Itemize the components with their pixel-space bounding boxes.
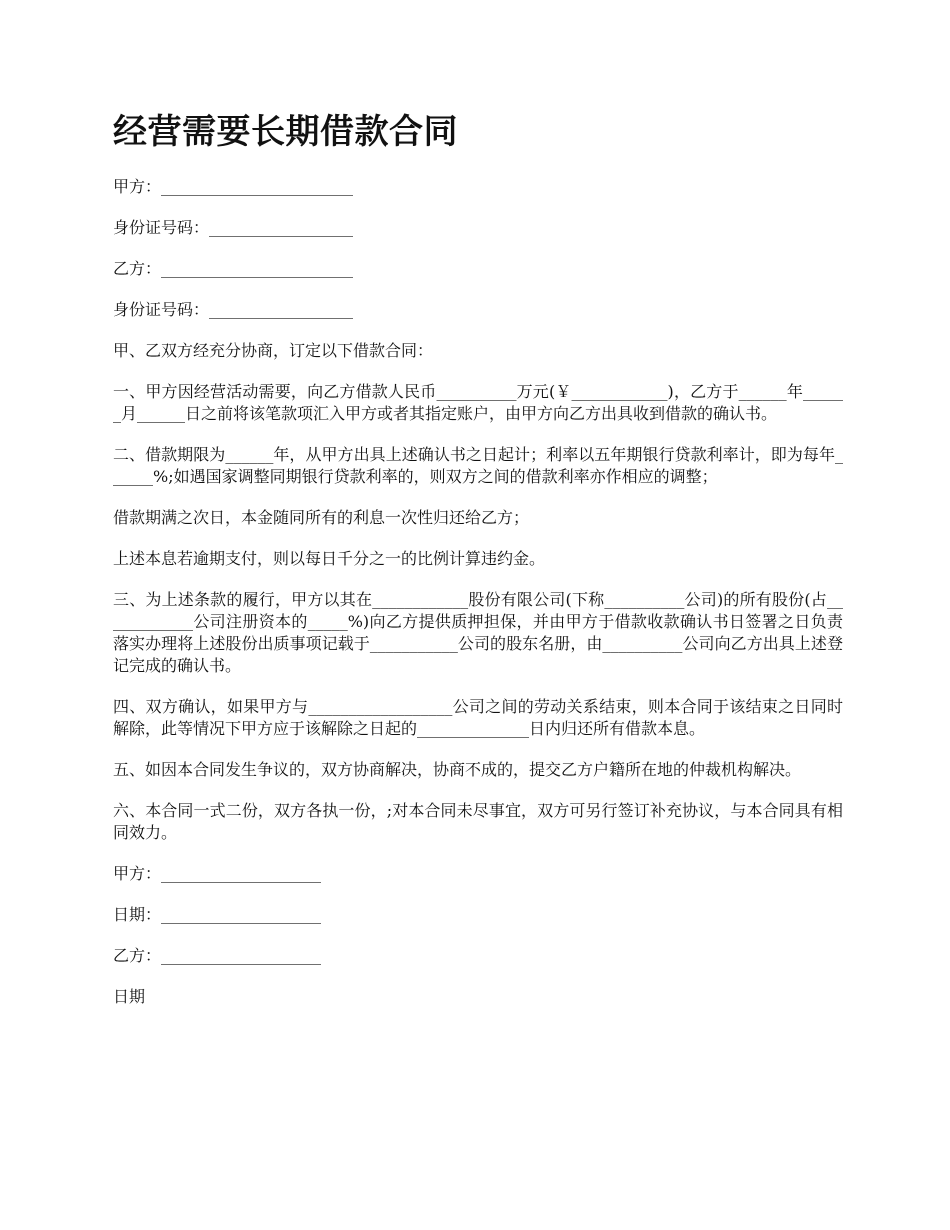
party-b-id-line: 身份证号码：__________________ xyxy=(113,300,354,319)
intro-paragraph: 甲、乙双方经充分协商，订定以下借款合同： xyxy=(113,341,434,360)
contract-page xyxy=(113,108,843,1027)
document-title: 经营需要长期借款合同 xyxy=(113,112,458,152)
clause-2-maturity: 借款期满之次日，本金随同所有的利息一次性归还给乙方； xyxy=(113,508,530,527)
clause-4: 四、双方确认，如果甲方与__________________公司之间的劳动关系结束，则本合同于该结束之日同时解除，此等情况下甲方应于该解除之日起的______________日内归还所有借款本息。 xyxy=(113,697,843,738)
clause-5: 五、如因本合同发生争议的，双方协商解决，协商不成的，提交乙方户籍所在地的仲裁机构解决。 xyxy=(113,760,802,779)
clause-1: 一、甲方因经营活动需要，向乙方借款人民币__________万元(￥____________)，乙方于______年______月______日之前将该笔款项汇入甲方或者其指定账户，由甲方向乙方出具收到借款的确认书。 xyxy=(113,382,843,423)
party-a-line: 甲方：________________________ xyxy=(113,177,354,196)
party-b-line: 乙方：________________________ xyxy=(113,259,354,278)
signature-date-b: 日期 xyxy=(113,987,146,1006)
clause-3: 三、为上述条款的履行，甲方以其在____________股份有限公司(下称__________公司)的所有股份(占____________公司注册资本的_____%)向乙方提供质押担保，并由甲方于借款收款确认书日签署之日负责落实办理将上述股份出质事项记载于___________公司的股东名册，由__________公司向乙方出具上述登记完成的确认书。 xyxy=(113,590,843,675)
clause-2: 二、借款期限为______年，从甲方出具上述确认书之日起计；利率以五年期银行贷款利率计，即为每年______%;如遇国家调整同期银行贷款利率的，则双方之间的借款利率亦作相应的调整； xyxy=(113,445,843,486)
signature-party-b: 乙方：____________________ xyxy=(113,946,322,965)
clause-2-penalty: 上述本息若逾期支付，则以每日千分之一的比例计算违约金。 xyxy=(113,549,546,568)
signature-date-a: 日期：____________________ xyxy=(113,905,322,924)
clause-6: 六、本合同一式二份，双方各执一份，;对本合同未尽事宜，双方可另行签订补充协议，与本合同具有相同效力。 xyxy=(113,801,843,842)
signature-party-a: 甲方：____________________ xyxy=(113,864,322,883)
party-a-id-line: 身份证号码：__________________ xyxy=(113,218,354,237)
